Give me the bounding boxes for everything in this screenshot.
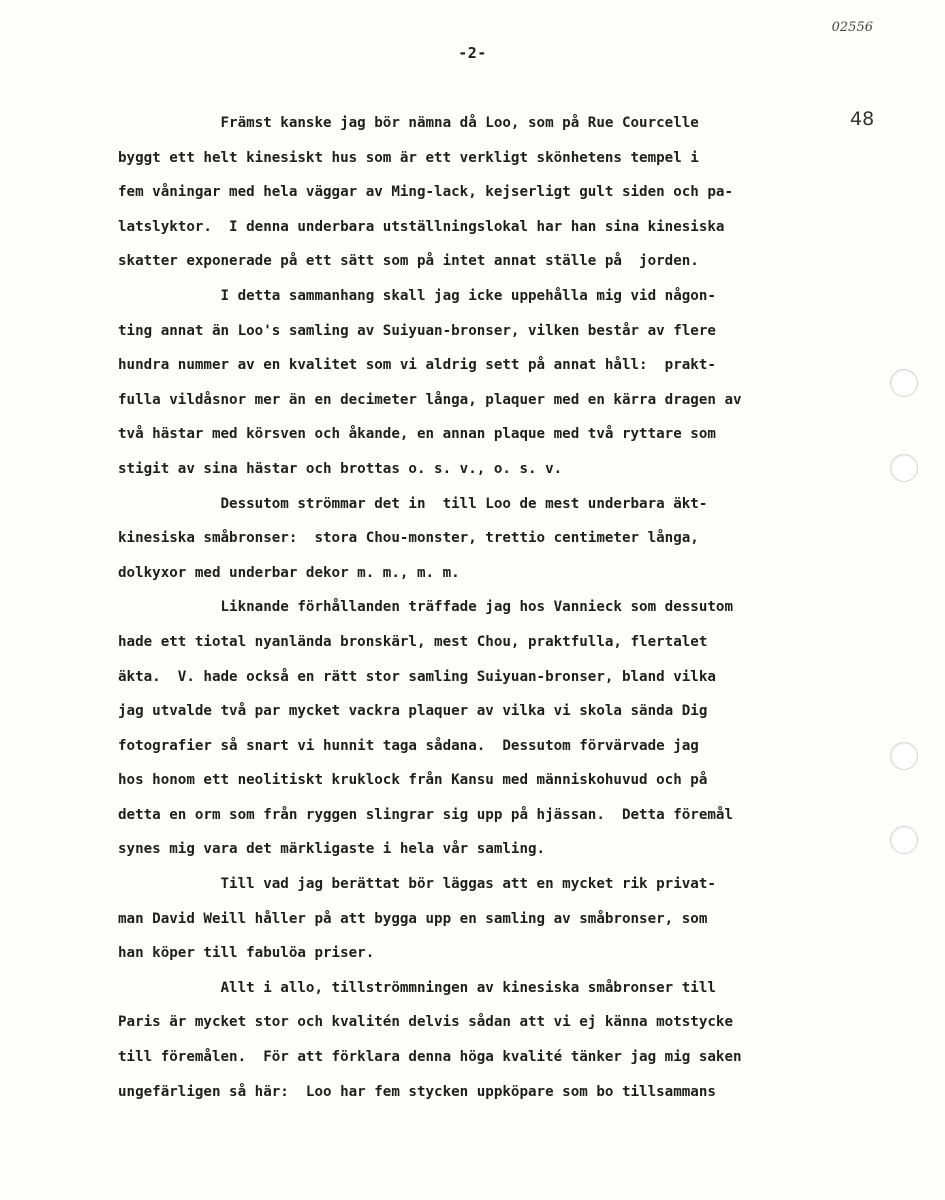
text-line: Dessutom strömmar det in till Loo de mest underbara äkt- <box>118 495 708 512</box>
text-line: jag utvalde två par mycket vackra plaquer av vilka vi skola sända Dig <box>118 703 708 720</box>
text-line: fulla vildåsnor mer än en decimeter långa, plaquer med en kärra dragen av <box>118 391 742 408</box>
punch-hole <box>890 742 918 770</box>
page-number: -2- <box>458 44 487 62</box>
text-line: Allt i allo, tillströmmningen av kinesiska småbronser till <box>118 979 716 996</box>
text-line: kinesiska småbronser: stora Chou-monster, trettio centimeter långa, <box>118 530 699 547</box>
text-line: skatter exponerade på ett sätt som på intet annat ställe på jorden. <box>118 253 699 270</box>
punch-hole <box>890 454 918 482</box>
text-line: dolkyxor med underbar dekor m. m., m. m. <box>118 564 460 581</box>
text-line: hade ett tiotal nyanlända bronskärl, mest Chou, praktfulla, flertalet <box>118 633 708 650</box>
text-line: äkta. V. hade också en rätt stor samling Suiyuan-bronser, bland vilka <box>118 668 716 685</box>
text-line: ting annat än Loo's samling av Suiyuan-bronser, vilken består av flere <box>118 322 716 339</box>
text-line: synes mig vara det märkligaste i hela vår samling. <box>118 841 546 858</box>
text-line: till föremålen. För att förklara denna höga kvalité tänker jag mig saken <box>118 1049 742 1066</box>
text-line: två hästar med körsven och åkande, en annan plaque med två ryttare som <box>118 426 716 443</box>
punch-hole <box>890 369 918 397</box>
punch-hole <box>890 826 918 854</box>
text-line: hundra nummer av en kvalitet som vi aldrig sett på annat håll: prakt- <box>118 357 716 374</box>
text-line: byggt ett helt kinesiskt hus som är ett verkligt skönhetens tempel i <box>118 149 699 166</box>
letter-body <box>118 106 878 1109</box>
text-line: fotografier så snart vi hunnit taga sådana. Dessutom förvärvade jag <box>118 737 699 754</box>
text-line: Främst kanske jag bör nämna då Loo, som på Rue Courcelle <box>118 115 699 131</box>
text-line: man David Weill håller på att bygga upp en samling av småbronser, som <box>118 910 708 927</box>
archive-number: 02556 <box>831 20 873 35</box>
margin-note: 48 <box>850 108 875 130</box>
text-line: detta en orm som från ryggen slingrar sig upp på hjässan. Detta föremål <box>118 806 733 823</box>
text-line: Paris är mycket stor och kvalitén delvis sådan att vi ej känna motstycke <box>118 1014 733 1031</box>
text-line: Liknande förhållanden träffade jag hos Vannieck som dessutom <box>118 599 733 616</box>
text-line: stigit av sina hästar och brottas o. s. v., o. s. v. <box>118 460 563 477</box>
text-line: fem våningar med hela väggar av Ming-lack, kejserligt gult siden och pa- <box>118 184 733 201</box>
text-line: latslyktor. I denna underbara utställningslokal har han sina kinesiska <box>118 218 725 235</box>
text-line: ungefärligen så här: Loo har fem stycken uppköpare som bo tillsammans <box>118 1083 716 1100</box>
text-line: I detta sammanhang skall jag icke uppehålla mig vid någon- <box>118 287 716 304</box>
text-line: han köper till fabulöa priser. <box>118 945 375 962</box>
text-line: hos honom ett neolitiskt kruklock från Kansu med människohuvud och på <box>118 772 708 789</box>
text-line: Till vad jag berättat bör läggas att en mycket rik privat- <box>118 876 716 893</box>
